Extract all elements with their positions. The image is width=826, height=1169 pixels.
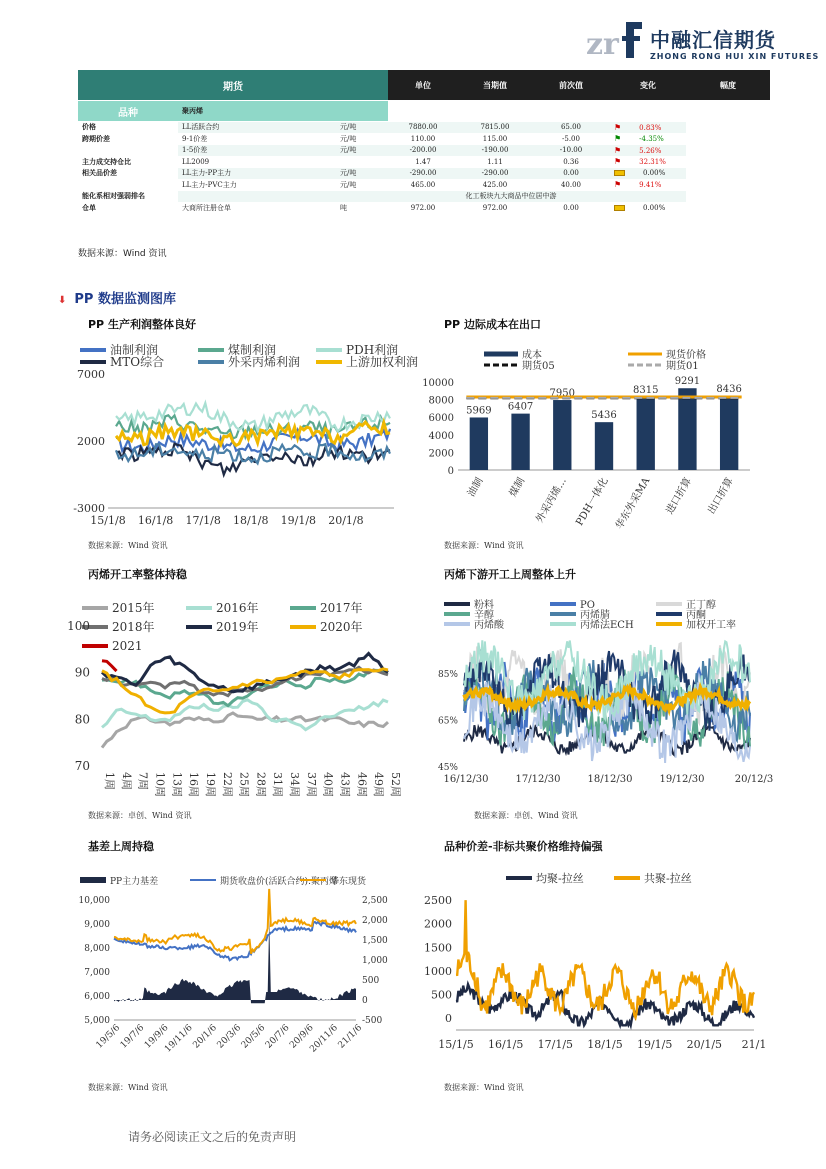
legend-label: 2018年	[112, 620, 155, 634]
legend-label: 煤制利润	[228, 343, 277, 357]
legend-label: PDH利润	[346, 343, 399, 357]
row-range-value: 5.26%	[639, 146, 662, 155]
row-previous: 425.00	[458, 179, 532, 191]
row-current: -200.00	[388, 145, 458, 157]
data-label: 6407	[507, 401, 534, 413]
row-item: 1-5价差	[178, 145, 336, 157]
row-range	[610, 179, 686, 191]
x-tick-label: 21/1	[741, 1038, 767, 1051]
x-tick-label: 15/1/8	[90, 514, 126, 527]
row-range	[610, 133, 686, 145]
legend-label: PO	[580, 600, 595, 611]
bar	[678, 388, 696, 470]
legend-label: 2016年	[216, 601, 259, 615]
red-flag-icon: ⚑	[614, 157, 622, 167]
y2-tick-label: -500	[362, 1016, 383, 1026]
y2-tick-label: 1,500	[362, 936, 388, 946]
y-tick-label: 8,000	[84, 944, 110, 954]
y-tick-label: -3000	[73, 502, 105, 515]
y2-tick-label: 500	[362, 976, 380, 986]
legend-label: 丙烯酸	[474, 620, 504, 631]
y-tick-label: 1000	[424, 964, 452, 978]
row-label: 价格	[78, 122, 178, 134]
legend-label: 成本	[522, 350, 542, 361]
company-name-cn: 中融汇信期货	[650, 28, 776, 52]
y-tick-label: 0	[447, 466, 454, 477]
x-tick-label: 18/1/5	[587, 1038, 623, 1051]
x-tick-label: 40周	[321, 772, 335, 797]
x-tick-label: 20/5/6	[239, 1023, 268, 1051]
row-previous: 972.00	[458, 202, 532, 214]
x-tick-label: 煤制	[507, 476, 528, 499]
x-tick-label: 25周	[237, 772, 251, 797]
bar	[637, 397, 655, 470]
x-tick-label: 18/1/8	[233, 514, 269, 527]
row-label	[78, 179, 178, 191]
x-tick-label: 10周	[153, 772, 167, 797]
legend-label: 油制利润	[110, 343, 159, 357]
chart5-source: 数据来源：Wind 资讯	[88, 1083, 168, 1092]
row-range-value: 9.41%	[639, 181, 662, 190]
x-tick-label: 46周	[355, 772, 369, 797]
y-tick-label: 7000	[77, 368, 105, 381]
row-merged-value: 化工板块九大商品中位居中游	[336, 191, 686, 203]
row-change: 40.00	[532, 179, 610, 191]
chart4-source: 数据来源：卓创、Wind 资讯	[474, 811, 578, 820]
red-flag-icon: ⚑	[614, 122, 622, 132]
chart1-title: PP 生产利润整体良好	[88, 318, 196, 331]
row-item: 9-1价差	[178, 133, 336, 145]
row-unit: 元/吨	[336, 145, 388, 157]
y-tick-label: 45%	[437, 763, 458, 773]
row-range	[610, 145, 686, 157]
x-tick-label: 20/3/6	[215, 1023, 244, 1051]
x-tick-label: 20/11/6	[308, 1023, 340, 1055]
chart5-title: 基差上周持稳	[88, 840, 154, 853]
row-change: -10.00	[532, 145, 610, 157]
row-unit: 元/吨	[336, 179, 388, 191]
green-flag-icon: ⚑	[614, 134, 622, 144]
row-item: LL活跃合约	[178, 122, 336, 134]
row-label: 跨期价差	[78, 133, 178, 145]
y-tick-label: 2000	[428, 448, 454, 460]
chart1-source: 数据来源：Wind 资讯	[88, 541, 168, 550]
chart2-cost-bars	[422, 338, 762, 534]
bar	[595, 422, 613, 470]
x-tick-label: 28周	[254, 772, 268, 797]
data-label: 8436	[716, 383, 742, 395]
x-tick-label: 外采丙烯…	[534, 476, 569, 525]
x-tick-label: 19/12/30	[659, 774, 705, 785]
row-current: 465.00	[388, 179, 458, 191]
y-tick-label: 2000	[424, 917, 452, 931]
x-tick-label: 17/1/5	[537, 1038, 574, 1051]
header-previous: 前次值	[532, 70, 610, 101]
data-label: 8315	[632, 384, 659, 396]
legend-label: 正丁醇	[686, 600, 716, 611]
x-tick-label: 19/1/5	[636, 1038, 673, 1051]
chart4-title: 丙烯下游开工上周整体上升	[444, 568, 576, 581]
legend-label: 期货收盘价(活跃合约):聚丙烯	[220, 877, 339, 887]
row-range-value: 0.00%	[643, 169, 666, 178]
x-tick-label: 17/12/30	[515, 774, 561, 785]
y-tick-label: 10000	[422, 378, 454, 389]
chart4-downstream-rate	[432, 588, 774, 804]
y-tick-label: 5,000	[84, 1016, 110, 1026]
row-change: -5.00	[532, 133, 610, 145]
row-range	[610, 168, 686, 180]
spot-line	[114, 889, 356, 954]
table-row	[78, 133, 770, 145]
row-range	[610, 156, 686, 168]
y-tick-label: 6000	[428, 413, 454, 425]
row-item: LL2009	[178, 156, 336, 168]
flat-indicator-icon	[614, 170, 625, 176]
row-unit: 吨	[336, 202, 388, 214]
y-tick-label: 500	[431, 988, 452, 1002]
data-label: 9291	[674, 376, 701, 388]
x-tick-label: 华东外采MA	[614, 476, 653, 532]
y-tick-label: 8000	[428, 395, 454, 407]
x-tick-label: 20/12/3	[734, 774, 774, 785]
x-tick-label: 19/11/6	[163, 1023, 195, 1055]
series-line-6	[102, 661, 117, 671]
x-tick-label: 20/9/6	[288, 1023, 316, 1051]
chart5-basis	[76, 860, 402, 1078]
x-tick-label: 21/1/6	[336, 1023, 365, 1051]
row-current: 1.47	[388, 156, 458, 168]
y-tick-label: 2000	[77, 435, 105, 448]
row-unit	[336, 156, 388, 168]
legend-label: 粉料	[474, 600, 494, 611]
legend-label: 现货价格	[666, 350, 706, 361]
y-tick-label: 10,000	[78, 896, 110, 906]
header-change: 变化	[610, 70, 686, 101]
y2-tick-label: 2,500	[362, 896, 388, 906]
svg-text:zr: zr	[586, 27, 619, 62]
legend-label: 辛醇	[474, 610, 494, 621]
section-title: ⬇ PP 数据监测图库	[58, 292, 176, 307]
row-range-value: 0.83%	[639, 123, 662, 132]
legend-label: 上游加权利润	[346, 355, 419, 369]
row-item: LL主力-PVC主力	[178, 179, 336, 191]
row-change: 65.00	[532, 122, 610, 134]
x-tick-label: 1周	[103, 772, 116, 790]
category-cell: 品种	[78, 101, 178, 122]
header-futures: 期货	[78, 70, 388, 101]
data-label: 5436	[591, 410, 617, 422]
x-tick-label: 22周	[220, 772, 234, 797]
legend-label: PP主力基差	[110, 877, 159, 887]
header-unit: 单位	[388, 70, 458, 101]
row-previous: 1.11	[458, 156, 532, 168]
x-tick-label: 16/1/8	[137, 514, 174, 527]
row-previous: 7815.00	[458, 122, 532, 134]
legend-label: 丙酮	[686, 610, 706, 621]
y2-tick-label: 0	[362, 996, 368, 1006]
legend-label: 共聚-拉丝	[644, 872, 692, 885]
product-name: 聚丙烯	[178, 101, 388, 122]
legend-label: 2020年	[320, 620, 363, 634]
x-tick-label: PDH一体化	[574, 476, 611, 528]
x-tick-label: 20/1/6	[191, 1023, 219, 1051]
legend-label: 期货05	[522, 361, 555, 372]
header-current: 当期值	[458, 70, 532, 101]
x-tick-label: 37周	[304, 772, 318, 797]
footer-disclaimer: 请务必阅读正文之后的免责声明	[128, 1130, 297, 1144]
red-flag-icon: ⚑	[614, 180, 622, 190]
chart6-title: 品种价差-非标共聚价格维持偏强	[444, 840, 603, 853]
legend-label: 丙烯法ECH	[580, 620, 634, 631]
chart6-source: 数据来源：Wind 资讯	[444, 1083, 524, 1092]
legend-label: 期货01	[666, 361, 699, 372]
x-tick-label: 19周	[203, 772, 217, 797]
x-tick-label: 19/7/6	[118, 1023, 147, 1051]
series-line-2	[116, 403, 390, 431]
x-tick-label: 31周	[271, 772, 285, 797]
red-flag-icon: ⚑	[614, 145, 622, 155]
x-tick-label: 52周	[389, 772, 402, 797]
x-tick-label: 7周	[136, 772, 150, 790]
y-tick-label: 6,000	[84, 992, 110, 1002]
bar	[511, 414, 529, 470]
flat-indicator-icon	[614, 205, 625, 211]
x-tick-label: 43周	[338, 772, 352, 797]
series-line-0	[102, 713, 388, 748]
x-tick-label: 19/1/8	[280, 514, 317, 527]
table-row	[78, 179, 770, 191]
x-tick-label: 16周	[187, 772, 201, 797]
bar	[553, 400, 571, 470]
data-label: 5969	[466, 405, 492, 417]
row-range-value: 32.31%	[639, 158, 666, 167]
x-tick-label: 19/9/6	[142, 1023, 171, 1051]
y-tick-label: 90	[74, 665, 90, 680]
x-tick-label: 油制	[465, 476, 486, 499]
row-label: 能化系相对强弱排名	[78, 191, 178, 203]
x-tick-label: 出口折算	[706, 476, 736, 517]
table-row	[78, 122, 770, 134]
row-previous: -290.00	[458, 168, 532, 180]
basis-area	[114, 920, 356, 1003]
row-unit: 元/吨	[336, 122, 388, 134]
row-range-value: -4.35%	[639, 135, 664, 144]
legend-label: 外采丙烯利润	[228, 355, 301, 369]
legend-label: 均聚-拉丝	[536, 872, 584, 885]
x-tick-label: 20/1/8	[328, 514, 364, 527]
x-tick-label: 15/1/5	[438, 1038, 474, 1051]
legend-label: 丙烯腈	[580, 610, 610, 621]
header-range: 幅度	[686, 70, 770, 101]
table-row	[78, 191, 770, 203]
chart1-profit-lines	[73, 338, 419, 534]
x-tick-label: 19/5/6	[94, 1023, 123, 1051]
legend-label: 华东现货	[330, 877, 367, 887]
company-logo-mark	[586, 20, 642, 60]
y-tick-label: 70	[74, 759, 90, 773]
row-label: 仓单	[78, 202, 178, 214]
x-tick-label: 13周	[170, 772, 184, 797]
chart3-title: 丙烯开工率整体持稳	[88, 568, 187, 581]
row-label	[78, 145, 178, 157]
y-tick-label: 80	[74, 712, 90, 727]
row-item: LL主力-PP主力	[178, 168, 336, 180]
legend-label: 加权开工率	[686, 620, 736, 631]
y2-tick-label: 2,000	[362, 916, 388, 926]
row-change: 0.00	[532, 202, 610, 214]
y-tick-label: 100	[67, 619, 90, 633]
table-row	[78, 202, 770, 214]
chart2-title: PP 边际成本在出口	[444, 318, 541, 331]
chart3-propylene-rate	[66, 588, 402, 804]
row-label: 主力成交持仓比	[78, 156, 178, 168]
chart3-source: 数据来源：卓创、Wind 资讯	[88, 811, 192, 820]
row-item: 大商所注册仓单	[178, 202, 336, 214]
y-tick-label: 2500	[424, 894, 452, 907]
legend-label: 2017年	[320, 601, 363, 615]
chart6-spread	[420, 860, 767, 1078]
x-tick-label: 16/1/5	[487, 1038, 524, 1051]
bullet-icon: ⬇	[58, 295, 67, 306]
x-tick-label: 进口折算	[664, 476, 695, 517]
x-tick-label: 16/12/30	[443, 774, 489, 785]
table-row	[78, 168, 770, 180]
row-unit: 元/吨	[336, 168, 388, 180]
legend-label: 2021	[112, 639, 143, 653]
y-tick-label: 85%	[437, 669, 458, 680]
row-current: -290.00	[388, 168, 458, 180]
y-tick-label: 4000	[428, 430, 454, 442]
legend-label: 2015年	[112, 601, 155, 615]
x-tick-label: 17/1/8	[185, 514, 221, 527]
x-tick-label: 49周	[372, 772, 386, 797]
row-current: 110.00	[388, 133, 458, 145]
table-source: 数据来源：Wind 资讯	[78, 249, 167, 259]
y-tick-label: 7,000	[84, 968, 110, 978]
x-tick-label: 4周	[119, 772, 133, 790]
y-tick-label: 9,000	[84, 920, 110, 930]
row-change: 0.36	[532, 156, 610, 168]
table-row	[78, 145, 770, 157]
row-range	[610, 202, 686, 214]
legend-label: MTO综合	[110, 355, 165, 369]
row-change: 0.00	[532, 168, 610, 180]
bar	[470, 417, 488, 470]
row-range	[610, 122, 686, 134]
row-previous: 115.00	[458, 133, 532, 145]
y-tick-label: 65%	[437, 716, 458, 727]
bar	[720, 396, 738, 470]
futures-data-table	[78, 70, 770, 214]
company-name-en: ZHONG RONG HUI XIN FUTURES	[650, 52, 820, 61]
data-label: 7950	[549, 388, 576, 400]
row-label: 相关品价差	[78, 168, 178, 180]
row-range-value: 0.00%	[643, 203, 666, 212]
x-tick-label: 18/12/30	[587, 774, 633, 785]
row-current: 972.00	[388, 202, 458, 214]
row-current: 7880.00	[388, 122, 458, 134]
legend-label: 2019年	[216, 620, 259, 634]
y2-tick-label: 1,000	[362, 956, 388, 966]
x-tick-label: 34周	[288, 772, 302, 797]
y-tick-label: 1500	[424, 941, 452, 955]
chart2-source: 数据来源：Wind 资讯	[444, 541, 524, 550]
row-previous: -190.00	[458, 145, 532, 157]
row-item	[178, 191, 336, 203]
table-row	[78, 156, 770, 168]
x-tick-label: 20/7/6	[263, 1023, 292, 1051]
x-tick-label: 20/1/5	[686, 1038, 723, 1051]
y-tick-label: 0	[445, 1012, 452, 1026]
row-unit: 元/吨	[336, 133, 388, 145]
